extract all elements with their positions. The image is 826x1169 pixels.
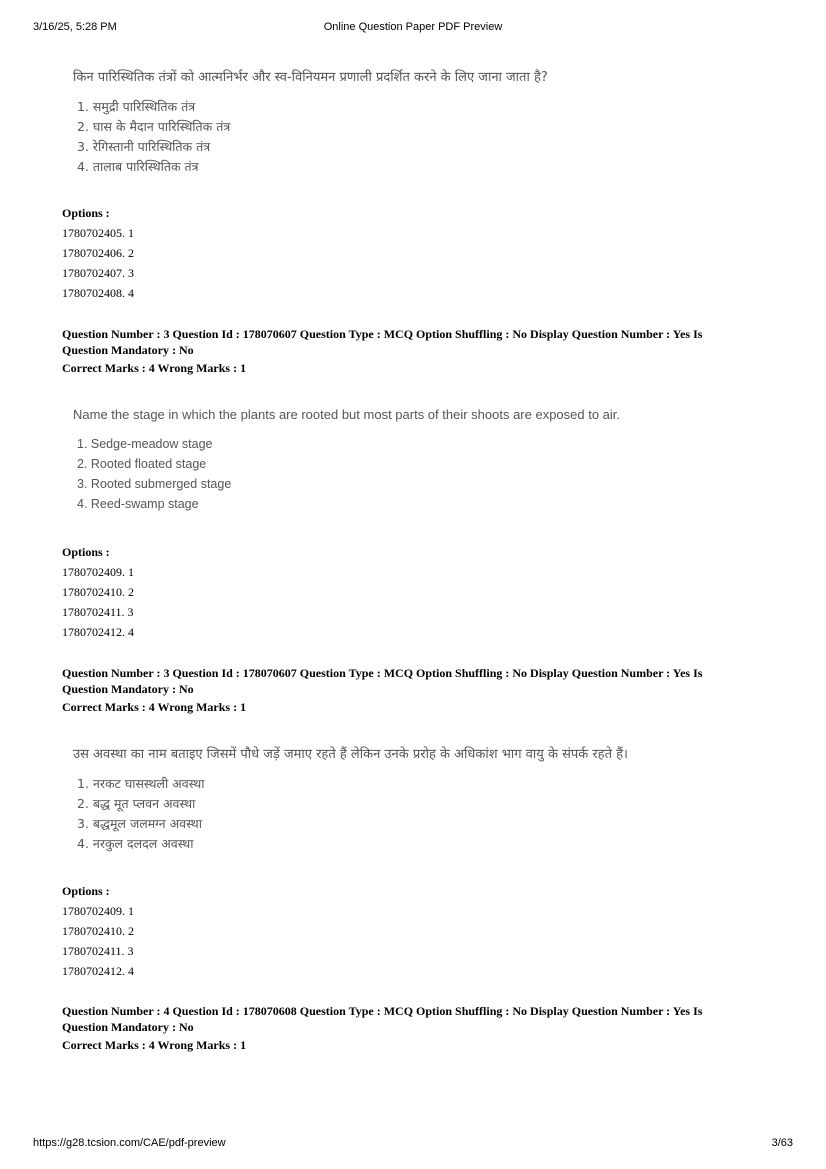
question-stem: किन पारिस्थितिक तंत्रों को आत्मनिर्भर और स्व-विनियमन प्रणाली प्रदर्शित करने के लिए जाना जाता है? [73, 70, 548, 85]
choice-4: 4. Reed-swamp stage [77, 497, 199, 511]
choice-1: 1. नरकट घासस्थली अवस्था [77, 776, 205, 791]
option-id-row: 1780702409. 1 [62, 565, 134, 579]
marks-line: Correct Marks : 4 Wrong Marks : 1 [62, 361, 247, 375]
choice-2: 2. घास के मैदान पारिस्थितिक तंत्र [77, 119, 231, 134]
option-id-row: 1780702405. 1 [62, 226, 134, 240]
meta-line-1: Question Number : 3 Question Id : 178070607 Question Type : MCQ Option Shuffling : No Display Question Number : Yes Is [62, 327, 703, 341]
footer-url: https://g28.tcsion.com/CAE/pdf-preview [33, 1137, 226, 1149]
marks-line: Correct Marks : 4 Wrong Marks : 1 [62, 1038, 247, 1052]
options-label: Options : [62, 545, 110, 559]
meta-line-2: Question Mandatory : No [62, 343, 194, 357]
choice-4: 4. तालाब पारिस्थितिक तंत्र [77, 159, 199, 174]
question-stem: उस अवस्था का नाम बताइए जिसमें पौधे जड़ें जमाए रहते हैं लेकिन उनके प्ररोह के अधिकांश भाग वायु के संपर्क रहते हैं। [73, 747, 628, 762]
question-meta-q3-hi [62, 665, 782, 716]
option-id-row: 1780702412. 4 [62, 964, 134, 978]
option-id-row: 1780702407. 3 [62, 266, 134, 280]
options-block-top [62, 203, 134, 303]
options-label: Options : [62, 206, 110, 220]
option-id-row: 1780702411. 3 [62, 944, 134, 958]
meta-line-2: Question Mandatory : No [62, 1020, 194, 1034]
options-label: Options : [62, 884, 110, 898]
option-id-row: 1780702406. 2 [62, 246, 134, 260]
choice-4: 4. नरकुल दलदल अवस्था [77, 836, 194, 851]
marks-line: Correct Marks : 4 Wrong Marks : 1 [62, 700, 247, 714]
choice-2: 2. बद्ध मूत प्लवन अवस्था [77, 796, 196, 811]
page-number: 3/63 [771, 1137, 793, 1149]
page-header-title: Online Question Paper PDF Preview [323, 21, 503, 33]
print-datetime: 3/16/25, 5:28 PM [33, 21, 117, 33]
options-block-q3-hi [62, 881, 134, 981]
option-id-row: 1780702408. 4 [62, 286, 134, 300]
choice-2: 2. Rooted floated stage [77, 457, 207, 471]
question-meta-q4 [62, 1003, 782, 1054]
option-id-row: 1780702409. 1 [62, 904, 134, 918]
options-block-q3-en [62, 542, 134, 642]
choice-3: 3. रेगिस्तानी पारिस्थितिक तंत्र [77, 139, 211, 154]
meta-line-1: Question Number : 4 Question Id : 178070608 Question Type : MCQ Option Shuffling : No Display Question Number : Yes Is [62, 1004, 703, 1018]
meta-line-2: Question Mandatory : No [62, 682, 194, 696]
choice-1: 1. Sedge-meadow stage [77, 437, 213, 451]
choice-3: 3. बद्धमूल जलमग्न अवस्था [77, 816, 202, 831]
choice-3: 3. Rooted submerged stage [77, 477, 232, 491]
option-id-row: 1780702412. 4 [62, 625, 134, 639]
question-image-q3-en [73, 407, 620, 514]
question-meta-q3-en [62, 326, 782, 377]
option-id-row: 1780702410. 2 [62, 585, 134, 599]
question-image-q3-hi [73, 744, 628, 854]
choice-1: 1. समुद्री पारिस्थितिक तंत्र [77, 99, 196, 114]
option-id-row: 1780702410. 2 [62, 924, 134, 938]
question-stem: Name the stage in which the plants are rooted but most parts of their shoots are exposed to air. [73, 407, 621, 422]
option-id-row: 1780702411. 3 [62, 605, 134, 619]
question-image-ecosystem-hi [73, 67, 548, 177]
meta-line-1: Question Number : 3 Question Id : 178070607 Question Type : MCQ Option Shuffling : No Display Question Number : Yes Is [62, 666, 703, 680]
